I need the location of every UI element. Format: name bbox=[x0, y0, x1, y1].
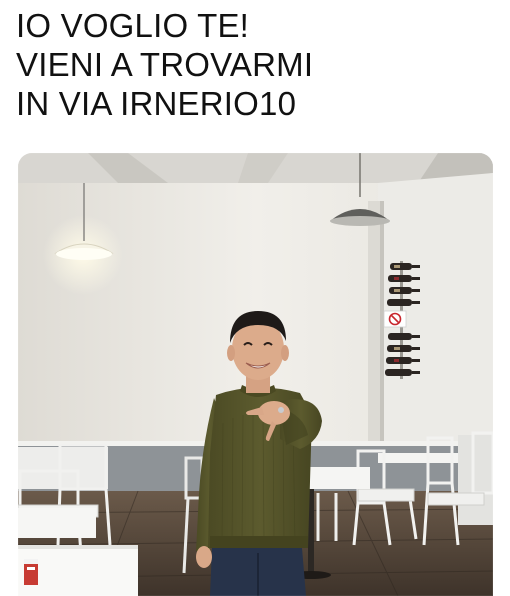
napkin-holder bbox=[24, 559, 38, 585]
post-photo[interactable] bbox=[18, 153, 493, 596]
post-caption bbox=[16, 6, 496, 123]
no-smoking-sign-icon bbox=[384, 311, 406, 327]
caption-line-1: IO VOGLIO TE! bbox=[16, 7, 250, 44]
support-column bbox=[368, 201, 382, 447]
caption-line-2: VIENI A TROVARMI bbox=[16, 46, 314, 83]
foreground-table bbox=[18, 545, 138, 596]
caption-line-3: IN VIA IRNERIO10 bbox=[16, 85, 297, 122]
